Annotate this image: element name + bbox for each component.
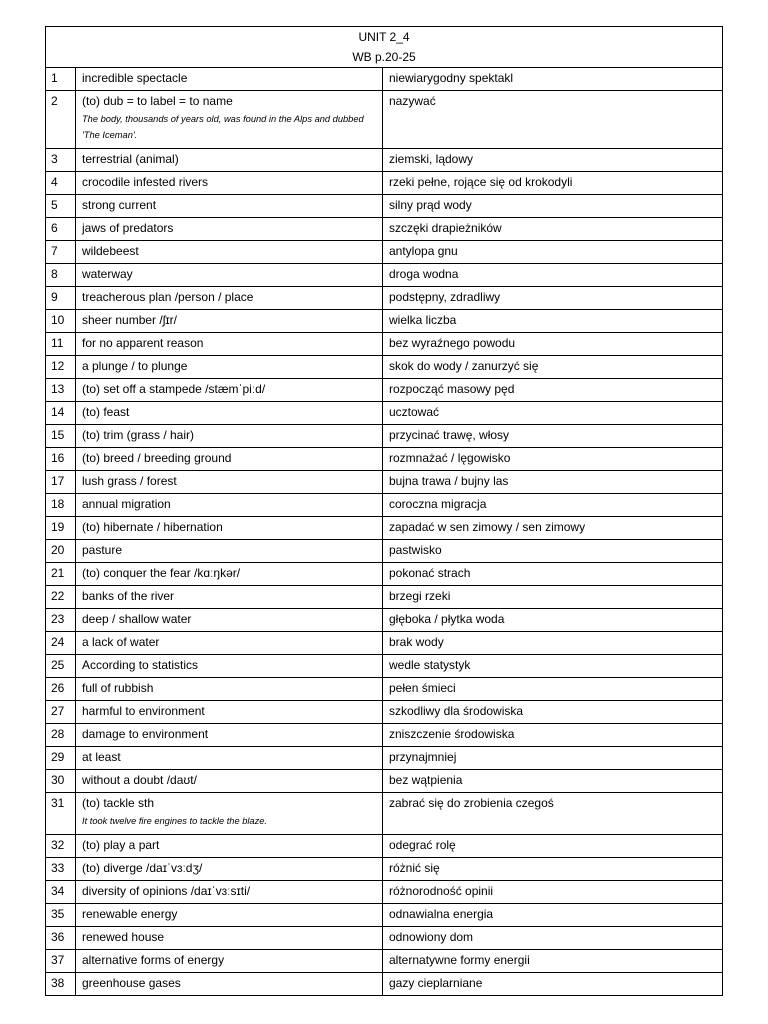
polish-translation: ziemski, lądowy xyxy=(383,149,723,172)
english-term-cell xyxy=(76,586,383,609)
polish-translation: zniszczenie środowiska xyxy=(383,724,723,747)
row-number: 12 xyxy=(46,356,76,379)
english-term-cell xyxy=(76,927,383,950)
polish-translation: podstępny, zdradliwy xyxy=(383,287,723,310)
english-term: strong current xyxy=(82,198,157,212)
table-row xyxy=(46,494,723,517)
english-term-cell xyxy=(76,858,383,881)
english-term-cell xyxy=(76,973,383,996)
english-term-cell xyxy=(76,609,383,632)
english-term-cell xyxy=(76,678,383,701)
table-row xyxy=(46,609,723,632)
row-number: 27 xyxy=(46,701,76,724)
row-number: 11 xyxy=(46,333,76,356)
row-number: 14 xyxy=(46,402,76,425)
english-term: jaws of predators xyxy=(82,221,174,235)
english-term-cell xyxy=(76,333,383,356)
row-number: 33 xyxy=(46,858,76,881)
table-row xyxy=(46,264,723,287)
table-row xyxy=(46,448,723,471)
table-row xyxy=(46,402,723,425)
row-number: 7 xyxy=(46,241,76,264)
row-number: 30 xyxy=(46,770,76,793)
table-row xyxy=(46,835,723,858)
row-number: 1 xyxy=(46,68,76,91)
english-term-cell xyxy=(76,655,383,678)
row-number: 3 xyxy=(46,149,76,172)
polish-translation: przynajmniej xyxy=(383,747,723,770)
polish-translation: antylopa gnu xyxy=(383,241,723,264)
vocabulary-table-body xyxy=(46,27,723,996)
polish-translation: zabrać się do zrobienia czegoś xyxy=(383,793,723,835)
row-number: 37 xyxy=(46,950,76,973)
row-number: 10 xyxy=(46,310,76,333)
english-term: without a doubt /daʊt/ xyxy=(82,773,197,787)
english-term: damage to environment xyxy=(82,727,209,741)
english-term-cell xyxy=(76,241,383,264)
english-term: (to) breed / breeding ground xyxy=(82,451,232,465)
row-number: 23 xyxy=(46,609,76,632)
table-row xyxy=(46,379,723,402)
row-number: 15 xyxy=(46,425,76,448)
table-row xyxy=(46,701,723,724)
row-number: 31 xyxy=(46,793,76,835)
row-number: 6 xyxy=(46,218,76,241)
english-term-cell xyxy=(76,402,383,425)
english-term-cell xyxy=(76,881,383,904)
row-number: 26 xyxy=(46,678,76,701)
english-term: pasture xyxy=(82,543,123,557)
polish-translation: wielka liczba xyxy=(383,310,723,333)
polish-translation: niewiarygodny spektakl xyxy=(383,68,723,91)
english-term-cell xyxy=(76,793,383,835)
table-row xyxy=(46,310,723,333)
english-term-cell xyxy=(76,835,383,858)
english-term: annual migration xyxy=(82,497,171,511)
english-term: crocodile infested rivers xyxy=(82,175,209,189)
english-term-cell xyxy=(76,218,383,241)
english-term-cell xyxy=(76,724,383,747)
table-row xyxy=(46,195,723,218)
vocabulary-table xyxy=(45,26,723,996)
english-term: renewed house xyxy=(82,930,165,944)
row-number: 24 xyxy=(46,632,76,655)
table-row xyxy=(46,770,723,793)
english-term: sheer number /ʃɪr/ xyxy=(82,313,177,327)
table-row xyxy=(46,149,723,172)
table-row xyxy=(46,91,723,149)
row-number: 9 xyxy=(46,287,76,310)
polish-translation: brzegi rzeki xyxy=(383,586,723,609)
english-term: wildebeest xyxy=(82,244,139,258)
table-row xyxy=(46,858,723,881)
polish-translation: rzeki pełne, rojące się od krokodyli xyxy=(383,172,723,195)
table-row xyxy=(46,218,723,241)
table-row xyxy=(46,425,723,448)
english-term-cell xyxy=(76,149,383,172)
polish-translation: silny prąd wody xyxy=(383,195,723,218)
row-number: 8 xyxy=(46,264,76,287)
table-row xyxy=(46,632,723,655)
row-number: 17 xyxy=(46,471,76,494)
row-number: 20 xyxy=(46,540,76,563)
polish-translation: pełen śmieci xyxy=(383,678,723,701)
english-term-cell xyxy=(76,904,383,927)
table-row xyxy=(46,973,723,996)
english-term: renewable energy xyxy=(82,907,178,921)
english-term: harmful to environment xyxy=(82,704,205,718)
polish-translation: szkodliwy dla środowiska xyxy=(383,701,723,724)
english-term-cell xyxy=(76,747,383,770)
english-term-cell xyxy=(76,563,383,586)
english-term-cell xyxy=(76,494,383,517)
row-number: 34 xyxy=(46,881,76,904)
english-term: (to) play a part xyxy=(82,838,160,852)
polish-translation: bujna trawa / bujny las xyxy=(383,471,723,494)
english-term: (to) trim (grass / hair) xyxy=(82,428,195,442)
polish-translation: rozmnażać / lęgowisko xyxy=(383,448,723,471)
polish-translation: bez wątpienia xyxy=(383,770,723,793)
row-number: 36 xyxy=(46,927,76,950)
english-term-cell xyxy=(76,770,383,793)
english-term: (to) feast xyxy=(82,405,130,419)
english-term: deep / shallow water xyxy=(82,612,192,626)
row-number: 18 xyxy=(46,494,76,517)
english-term-cell xyxy=(76,264,383,287)
polish-translation: zapadać w sen zimowy / sen zimowy xyxy=(383,517,723,540)
polish-translation: pokonać strach xyxy=(383,563,723,586)
table-row xyxy=(46,172,723,195)
unit-subtitle: WB p.20-25 xyxy=(352,50,416,64)
english-term: (to) conquer the fear /kɑːŋkər/ xyxy=(82,566,241,580)
polish-translation: różnić się xyxy=(383,858,723,881)
polish-translation: rozpocząć masowy pęd xyxy=(383,379,723,402)
english-term: According to statistics xyxy=(82,658,199,672)
polish-translation: coroczna migracja xyxy=(383,494,723,517)
english-term-cell xyxy=(76,379,383,402)
table-row xyxy=(46,517,723,540)
english-term-cell xyxy=(76,91,383,149)
table-row xyxy=(46,287,723,310)
english-term: treacherous plan /person / place xyxy=(82,290,254,304)
polish-translation: droga wodna xyxy=(383,264,723,287)
table-row xyxy=(46,68,723,91)
table-row xyxy=(46,586,723,609)
english-term-cell xyxy=(76,425,383,448)
polish-translation: różnorodność opinii xyxy=(383,881,723,904)
row-number: 4 xyxy=(46,172,76,195)
english-term: waterway xyxy=(82,267,133,281)
polish-translation: wedle statystyk xyxy=(383,655,723,678)
row-number: 29 xyxy=(46,747,76,770)
example-sentence: The body, thousands of years old, was found in the Alps and dubbed 'The Iceman'. xyxy=(82,114,364,140)
polish-translation: odegrać rolę xyxy=(383,835,723,858)
english-term: diversity of opinions /daɪˈvɜːsɪti/ xyxy=(82,884,251,898)
vocabulary-sheet xyxy=(45,26,722,996)
table-row xyxy=(46,241,723,264)
row-number: 22 xyxy=(46,586,76,609)
english-term: (to) diverge /daɪˈvɜːdʒ/ xyxy=(82,861,203,875)
polish-translation: skok do wody / zanurzyć się xyxy=(383,356,723,379)
row-number: 21 xyxy=(46,563,76,586)
row-number: 32 xyxy=(46,835,76,858)
english-term: for no apparent reason xyxy=(82,336,204,350)
table-row xyxy=(46,747,723,770)
english-term: (to) dub = to label = to name xyxy=(82,94,233,108)
example-sentence: It took twelve fire engines to tackle the blaze. xyxy=(82,816,268,826)
polish-translation: ucztować xyxy=(383,402,723,425)
table-row xyxy=(46,540,723,563)
row-number: 19 xyxy=(46,517,76,540)
table-header-row xyxy=(46,27,723,68)
english-term-cell xyxy=(76,632,383,655)
table-row xyxy=(46,904,723,927)
table-row xyxy=(46,881,723,904)
english-term: (to) set off a stampede /stæmˈpiːd/ xyxy=(82,382,266,396)
english-term-cell xyxy=(76,701,383,724)
english-term-cell xyxy=(76,287,383,310)
polish-translation: bez wyraźnego powodu xyxy=(383,333,723,356)
row-number: 2 xyxy=(46,91,76,149)
polish-translation: głęboka / płytka woda xyxy=(383,609,723,632)
english-term: greenhouse gases xyxy=(82,976,181,990)
english-term: banks of the river xyxy=(82,589,175,603)
row-number: 28 xyxy=(46,724,76,747)
english-term-cell xyxy=(76,310,383,333)
row-number: 35 xyxy=(46,904,76,927)
polish-translation: alternatywne formy energii xyxy=(383,950,723,973)
table-header-cell xyxy=(46,27,723,68)
row-number: 16 xyxy=(46,448,76,471)
table-row xyxy=(46,793,723,835)
english-term: lush grass / forest xyxy=(82,474,177,488)
english-term: incredible spectacle xyxy=(82,71,188,85)
polish-translation: nazywać xyxy=(383,91,723,149)
english-term: terrestrial (animal) xyxy=(82,152,179,166)
table-row xyxy=(46,471,723,494)
english-term: full of rubbish xyxy=(82,681,154,695)
english-term-cell xyxy=(76,517,383,540)
polish-translation: szczęki drapieżników xyxy=(383,218,723,241)
english-term-cell xyxy=(76,68,383,91)
english-term: (to) hibernate / hibernation xyxy=(82,520,223,534)
row-number: 38 xyxy=(46,973,76,996)
table-row xyxy=(46,563,723,586)
row-number: 25 xyxy=(46,655,76,678)
table-row xyxy=(46,356,723,379)
english-term-cell xyxy=(76,950,383,973)
polish-translation: gazy cieplarniane xyxy=(383,973,723,996)
english-term: a lack of water xyxy=(82,635,160,649)
unit-title: UNIT 2_4 xyxy=(358,30,410,44)
table-row xyxy=(46,678,723,701)
polish-translation: brak wody xyxy=(383,632,723,655)
english-term-cell xyxy=(76,471,383,494)
english-term-cell xyxy=(76,540,383,563)
polish-translation: przycinać trawę, włosy xyxy=(383,425,723,448)
english-term-cell xyxy=(76,195,383,218)
polish-translation: odnowiony dom xyxy=(383,927,723,950)
english-term-cell xyxy=(76,356,383,379)
polish-translation: pastwisko xyxy=(383,540,723,563)
polish-translation: odnawialna energia xyxy=(383,904,723,927)
english-term: alternative forms of energy xyxy=(82,953,225,967)
english-term-cell xyxy=(76,448,383,471)
row-number: 13 xyxy=(46,379,76,402)
row-number: 5 xyxy=(46,195,76,218)
table-row xyxy=(46,927,723,950)
table-row xyxy=(46,724,723,747)
english-term-cell xyxy=(76,172,383,195)
table-row xyxy=(46,950,723,973)
table-row xyxy=(46,333,723,356)
table-row xyxy=(46,655,723,678)
english-term: a plunge / to plunge xyxy=(82,359,188,373)
english-term: at least xyxy=(82,750,121,764)
english-term: (to) tackle sth xyxy=(82,796,155,810)
